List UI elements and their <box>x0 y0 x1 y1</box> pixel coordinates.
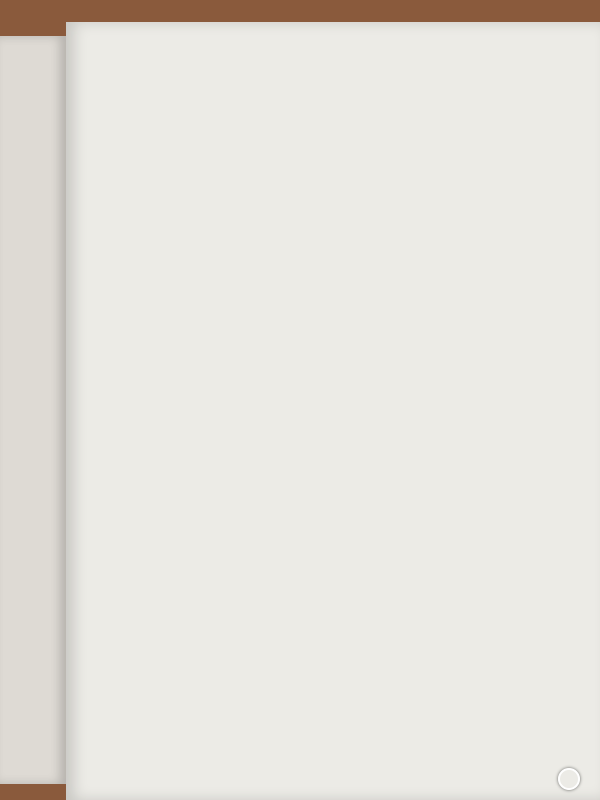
labirint-logo-icon <box>558 768 580 790</box>
left-page-edge <box>0 36 66 784</box>
watermark <box>558 768 584 790</box>
right-page <box>66 22 600 800</box>
